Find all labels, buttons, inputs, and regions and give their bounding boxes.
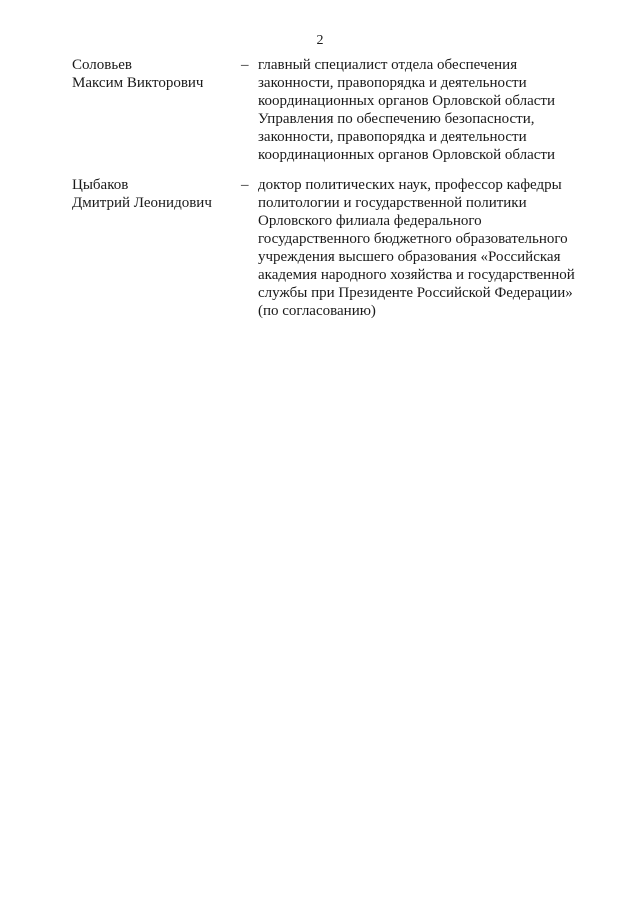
- position-line: законности, правопорядка и деятельности: [258, 129, 527, 145]
- page-number: 2: [316, 33, 324, 48]
- position-line: доктор политических наук, профессор кафедры: [258, 177, 562, 193]
- position-line: Орловского филиала федерального: [258, 213, 482, 229]
- dash-separator: –: [241, 57, 249, 73]
- member-surname: Соловьев: [72, 57, 132, 73]
- position-line: государственного бюджетного образовательного: [258, 231, 568, 247]
- member-surname: Цыбаков: [72, 177, 129, 193]
- position-line: Управления по обеспечению безопасности,: [258, 111, 535, 127]
- member-name: [72, 176, 237, 212]
- position-line: координационных органов Орловской области: [258, 147, 555, 163]
- position-line: учреждения высшего образования «Российская: [258, 249, 561, 265]
- position-line: академия народного хозяйства и государственной: [258, 267, 575, 283]
- position-line: политологии и государственной политики: [258, 195, 527, 211]
- member-given-names: Дмитрий Леонидович: [72, 195, 212, 211]
- position-line: главный специалист отдела обеспечения: [258, 57, 518, 73]
- member-position: [258, 56, 588, 164]
- member-given-names: Максим Викторович: [72, 75, 204, 91]
- position-line: координационных органов Орловской области: [258, 93, 555, 109]
- position-line: (по согласованию): [258, 303, 376, 319]
- member-position: [258, 176, 588, 320]
- position-line: службы при Президенте Российской Федерации»: [258, 285, 573, 301]
- position-line: законности, правопорядка и деятельности: [258, 75, 527, 91]
- member-name: [72, 56, 237, 92]
- dash-separator: –: [241, 177, 249, 193]
